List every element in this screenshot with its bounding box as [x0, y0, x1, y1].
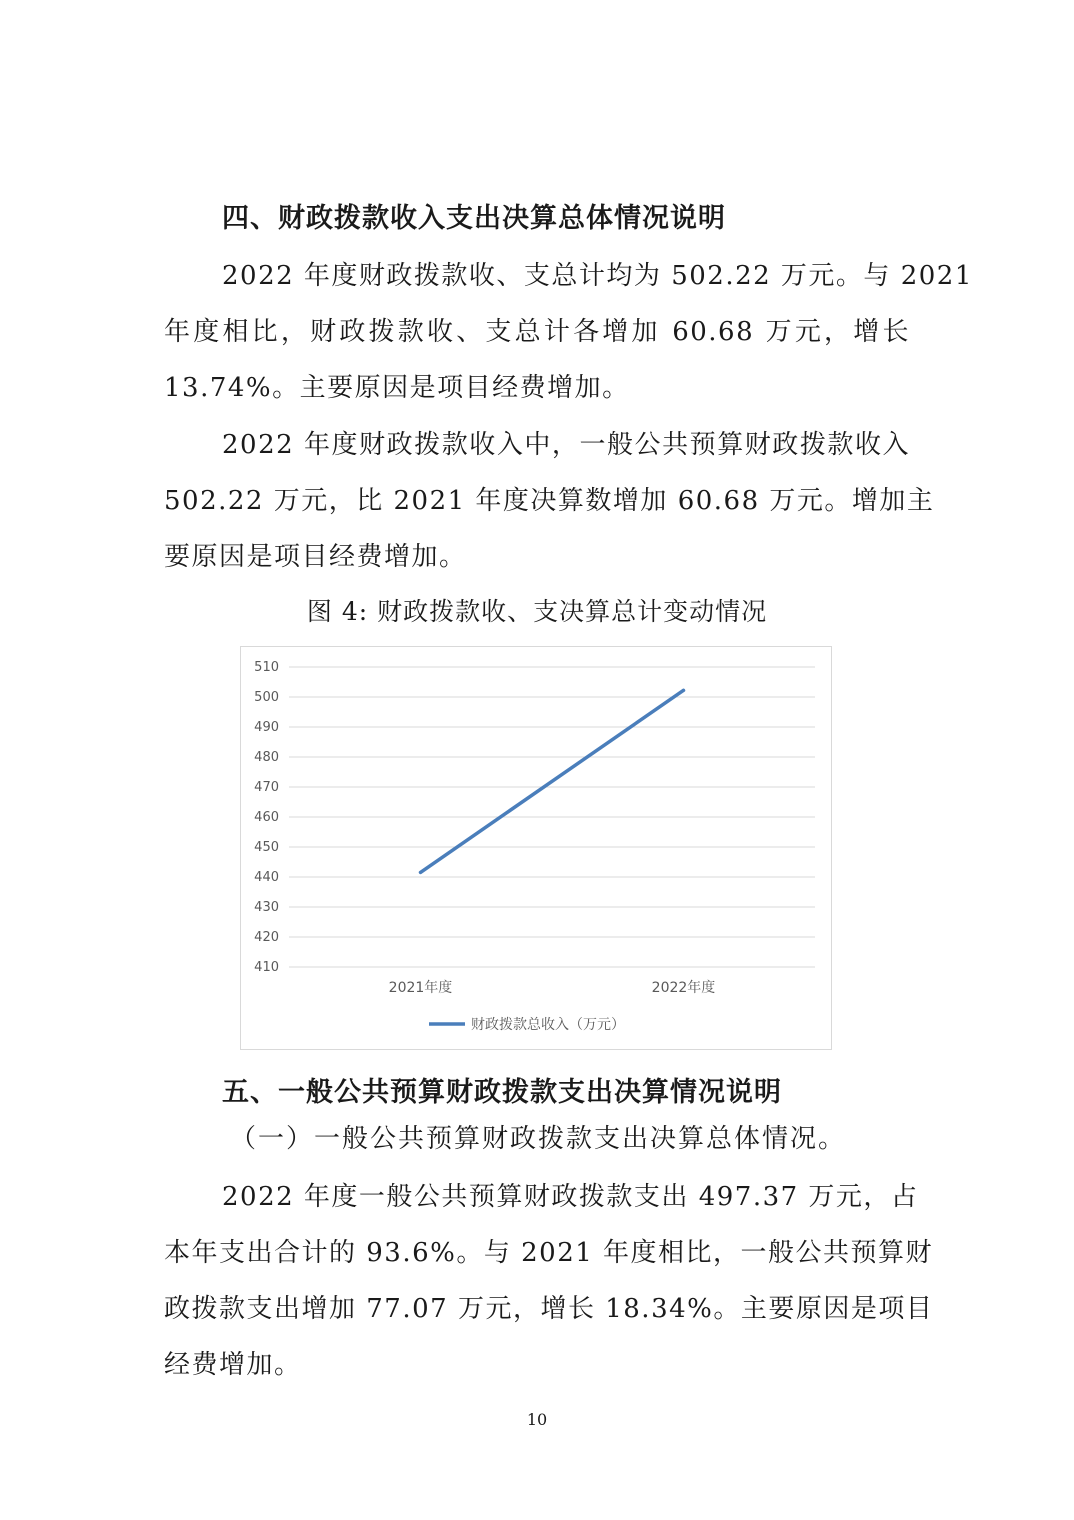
page-number: 10	[526, 1410, 548, 1429]
section-4-paragraph-1-line-3: 13.74%。主要原因是项目经费增加。	[164, 373, 630, 403]
section-4-paragraph-2-line-1: 2022 年度财政拨款收入中，一般公共预算财政拨款收入	[222, 430, 910, 460]
y-tick-label-8: 490	[254, 720, 279, 735]
section-4-paragraph-2-line-3: 要原因是项目经费增加。	[164, 542, 467, 572]
section-4-paragraph-1-line-1: 2022 年度财政拨款收、支总计均为 502.22 万元。与 2021	[222, 261, 973, 291]
section-4-paragraph-2-line-2: 502.22 万元，比 2021 年度决算数增加 60.68 万元。增加主	[164, 486, 935, 516]
y-tick-label-2: 430	[254, 900, 279, 915]
section-5-heading: 五、一般公共预算财政拨款支出决算情况说明	[222, 1077, 782, 1108]
y-tick-label-4: 450	[254, 840, 279, 855]
section-5-paragraph-1-line-4: 经费增加。	[164, 1350, 302, 1380]
y-tick-label-6: 470	[254, 780, 279, 795]
y-tick-label-0: 410	[254, 960, 279, 975]
line-chart-container	[240, 646, 832, 1050]
y-tick-label-1: 420	[254, 930, 279, 945]
y-tick-label-5: 460	[254, 810, 279, 825]
data-point-0-1	[682, 689, 685, 692]
y-tick-label-9: 500	[254, 690, 279, 705]
x-tick-label-1: 2022年度	[651, 980, 716, 996]
section-5-paragraph-1-line-3: 政拨款支出增加 77.07 万元，增长 18.34%。主要原因是项目	[164, 1294, 934, 1324]
series-line-0	[421, 690, 684, 872]
section-5-paragraph-1-line-2: 本年支出合计的 93.6%。与 2021 年度相比，一般公共预算财	[164, 1238, 934, 1268]
y-tick-label-3: 440	[254, 870, 279, 885]
y-tick-label-10: 510	[254, 660, 279, 675]
x-tick-label-0: 2021年度	[388, 980, 453, 996]
figure-caption: 图 4: 财政拨款收、支决算总计变动情况	[306, 597, 768, 626]
legend-label-0: 财政拨款总收入（万元）	[471, 1017, 625, 1033]
section-4-heading: 四、财政拨款收入支出决算总体情况说明	[222, 203, 726, 234]
y-tick-label-7: 480	[254, 750, 279, 765]
section-4-paragraph-1-line-2: 年度相比，财政拨款收、支总计各增加 60.68 万元，增长	[164, 317, 910, 347]
data-point-0-0	[419, 871, 422, 874]
section-5-subheading: （一）一般公共预算财政拨款支出决算总体情况。	[230, 1124, 847, 1154]
line-chart	[241, 647, 831, 1049]
section-5-paragraph-1-line-1: 2022 年度一般公共预算财政拨款支出 497.37 万元，占	[222, 1182, 919, 1212]
